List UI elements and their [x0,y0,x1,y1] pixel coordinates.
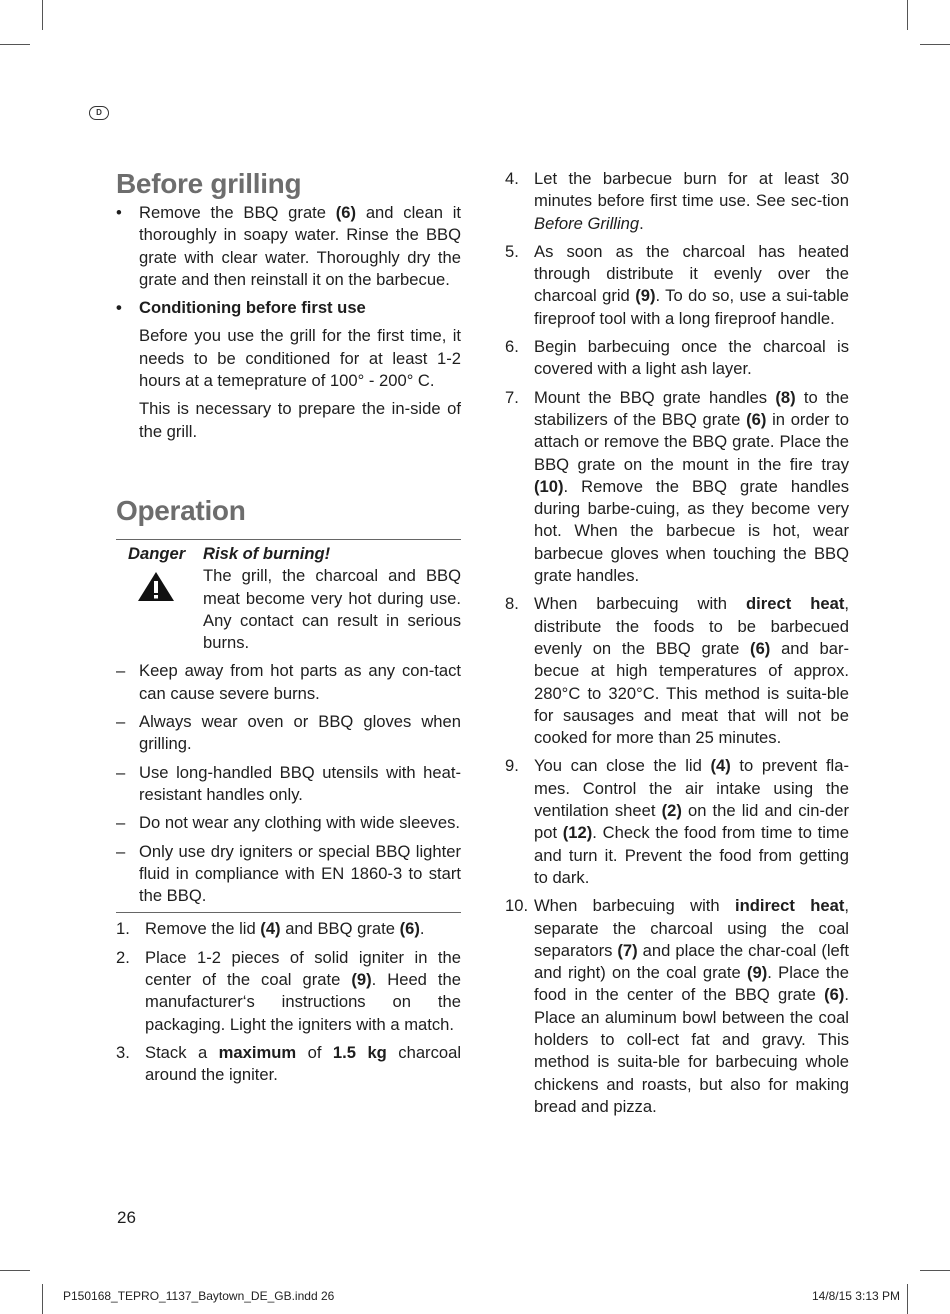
step-text [145,1043,461,1084]
text-run: and BBQ grate [280,919,400,939]
right-column [505,168,849,1124]
step-number: 3. [116,1042,130,1062]
emphasis-text: (9) [351,970,372,990]
step-text [534,337,849,378]
conditioning-note: This is necessary to prepare the in-side of the grill. [139,399,461,441]
conditioning-heading: Conditioning before first use [139,298,366,318]
step-text [534,242,849,328]
emphasis-text: (6) [335,203,357,222]
step-item [505,241,849,330]
step-item [505,387,849,588]
list-item [116,660,461,705]
step-item [116,1042,461,1087]
language-badge: D [89,106,109,120]
text-run: Mount the BBQ grate handles [534,387,776,407]
text-run: . Place the food in the center of the BBQ grate [534,963,849,1005]
text-run: Remove the BBQ grate [139,203,336,222]
crop-mark [0,44,30,45]
text-run: in order to attach or remove the BBQ grate. Place the BBQ grate on the mount in the fire tray [534,409,849,474]
text-run: . Place an aluminum bowl between the coal holders to coll-ect fat and gravy. This method is suita-ble for barbecuing whole chickens and roasts, but also for making bread and pizza. [534,985,849,1116]
text-run: As soon as the charcoal has heated through distribute it evenly over the charcoal grid [534,241,849,306]
italic-text: Before Grilling [534,213,640,233]
emphasis-text: direct heat [746,594,845,614]
emphasis-text: (6) [824,985,845,1005]
step-number: 7. [505,387,519,407]
step-number: 10. [505,896,529,916]
bullet-marker: • [116,298,122,318]
crop-mark [907,0,908,30]
danger-dash-list [116,654,461,907]
step-number: 6. [505,337,519,357]
crop-mark [907,1284,908,1314]
text-run: . Check the food from time to time and turn it. Prevent the food from getting to dark. [534,823,849,887]
dash-marker: – [116,661,126,681]
text-run: . To do so, use a sui-table fireproof tool with a long fireproof handle. [534,286,849,328]
list-item-text: Always wear oven or BBQ gloves when grilling. [139,712,461,754]
step-item [505,336,849,381]
dash-marker: – [116,762,126,782]
step-text [534,896,849,1116]
step-number: 2. [116,947,130,967]
crop-mark [920,1270,950,1271]
text-run: on the lid and cin-der pot [534,801,849,843]
step-text [145,948,461,1034]
text-run: to prevent fla-mes. Control the air intake using the ventilation sheet [534,756,849,821]
dash-marker: – [116,841,126,861]
emphasis-text: (4) [260,919,281,939]
emphasis-text: 1.5 kg [332,1042,387,1062]
text-run: Stack a [145,1042,219,1062]
step-text [534,756,849,886]
crop-mark [42,1284,43,1314]
step-number: 4. [505,169,519,188]
text-run: . Heed the manufacturer‘s instructions on the packaging. Light the igniters with a match. [145,970,461,1034]
emphasis-text: (4) [710,756,731,776]
text-run: charcoal around the igniter. [145,1042,462,1085]
emphasis-text: (9) [746,963,768,983]
before-bullet [116,202,461,291]
before-bullet-text [139,203,461,289]
text-run: , distribute the foods to be barbecued evenly on the BBQ grate [534,594,849,658]
step-item [505,755,849,889]
text-run: . [639,213,644,233]
step-item [116,947,461,1036]
step-item [505,168,849,235]
crop-mark [920,44,950,45]
text-run: and bar-becue at high temperatures of approx. 280°C to 320°C. This method is suita-ble for sausages and meat that will not be cooked for more than 25 minutes. [534,638,849,748]
emphasis-text: (6) [750,638,771,658]
text-run: to the stabilizers of the BBQ grate [534,387,849,429]
emphasis-text: maximum [218,1042,297,1062]
list-item [116,711,461,756]
list-item [116,841,461,908]
steps-list-left [116,918,461,1086]
list-item-text: Only use dry igniters or special BBQ lighter fluid in compliance with EN 1860-3 to start the BBQ. [139,841,461,906]
dash-marker: – [116,712,126,732]
list-item-text: Use long-handled BBQ utensils with heat-resistant handles only. [139,762,461,804]
text-run: When barbecuing with [534,594,747,614]
step-number: 8. [505,594,519,614]
step-text [534,388,849,585]
text-run: and clean it thoroughly in soapy water. Rinse the BBQ grate with clear water. Thoroughly dry the grate and then reinstall it on the barbecue. [139,203,462,289]
emphasis-text: (8) [775,387,796,407]
text-run: . [419,919,425,939]
text-run: Let the barbecue burn for at least 30 minutes before first time use. See sec-tion [534,169,849,211]
list-item [116,812,461,834]
step-number: 1. [116,919,130,939]
text-run: , separate the charcoal using the coal separators [534,896,849,960]
step-text [534,594,849,747]
danger-text: The grill, the charcoal and BBQ meat become very hot during use. Any contact can result in serious burns. [203,566,461,653]
text-run: You can close the lid [534,756,711,776]
step-item [505,593,849,749]
emphasis-text: (7) [617,940,638,960]
step-text [534,169,849,233]
list-item-text: Keep away from hot parts as any con-tact can cause severe burns. [139,661,461,703]
page-number: 26 [117,1208,136,1227]
text-run: and place the char-coal (left and right) on the coal grate [534,940,849,983]
text-run: . Remove the BBQ grate handles during barbe-cuing, as they become very hot. When the barbecue is hot, wear barbecue gloves when touching the BBQ grate handles. [534,476,849,586]
crop-mark [42,0,43,30]
conditioning-block [116,297,461,443]
emphasis-text: (2) [661,801,682,821]
step-item [505,895,849,1118]
conditioning-paragraph: Before you use the grill for the first time, it needs to be conditioned for at least 1-2 hours at a temeprature of 100° - 200° C. [139,326,461,391]
danger-row [116,543,461,654]
bullet-marker: • [116,203,122,222]
text-run: Begin barbecuing once the charcoal is covered with a light ash layer. [534,337,849,379]
emphasis-text: (10) [534,476,564,496]
emphasis-text: (6) [399,919,420,939]
danger-notice [116,539,461,913]
emphasis-text: indirect heat [734,896,845,916]
text-run: Remove the lid [145,919,261,939]
operation-heading: Operation [116,494,246,526]
footer-file-info: P150168_TEPRO_1137_Baytown_DE_GB.indd 26 [63,1289,335,1303]
step-item [116,918,461,940]
dash-marker: – [116,813,126,833]
danger-label: Danger [128,543,186,563]
list-item [116,762,461,807]
text-run: of [296,1042,333,1062]
emphasis-text: (6) [746,409,767,429]
text-run: Place 1-2 pieces of solid igniter in the center of the coal grate [145,947,461,990]
before-grilling-heading: Before grilling [116,168,302,199]
step-number: 9. [505,756,519,776]
emphasis-text: (9) [635,286,656,306]
left-column [116,168,461,1093]
emphasis-text: (12) [562,823,593,843]
step-number: 5. [505,241,519,261]
crop-mark [0,1270,30,1271]
danger-title: Risk of burning! [203,543,331,563]
text-run: When barbecuing with [534,896,735,916]
footer-date-time: 14/8/15 3:13 PM [811,1289,900,1303]
warning-triangle-icon [137,570,175,602]
step-text [145,919,424,938]
list-item-text: Do not wear any clothing with wide sleeves. [139,813,460,833]
